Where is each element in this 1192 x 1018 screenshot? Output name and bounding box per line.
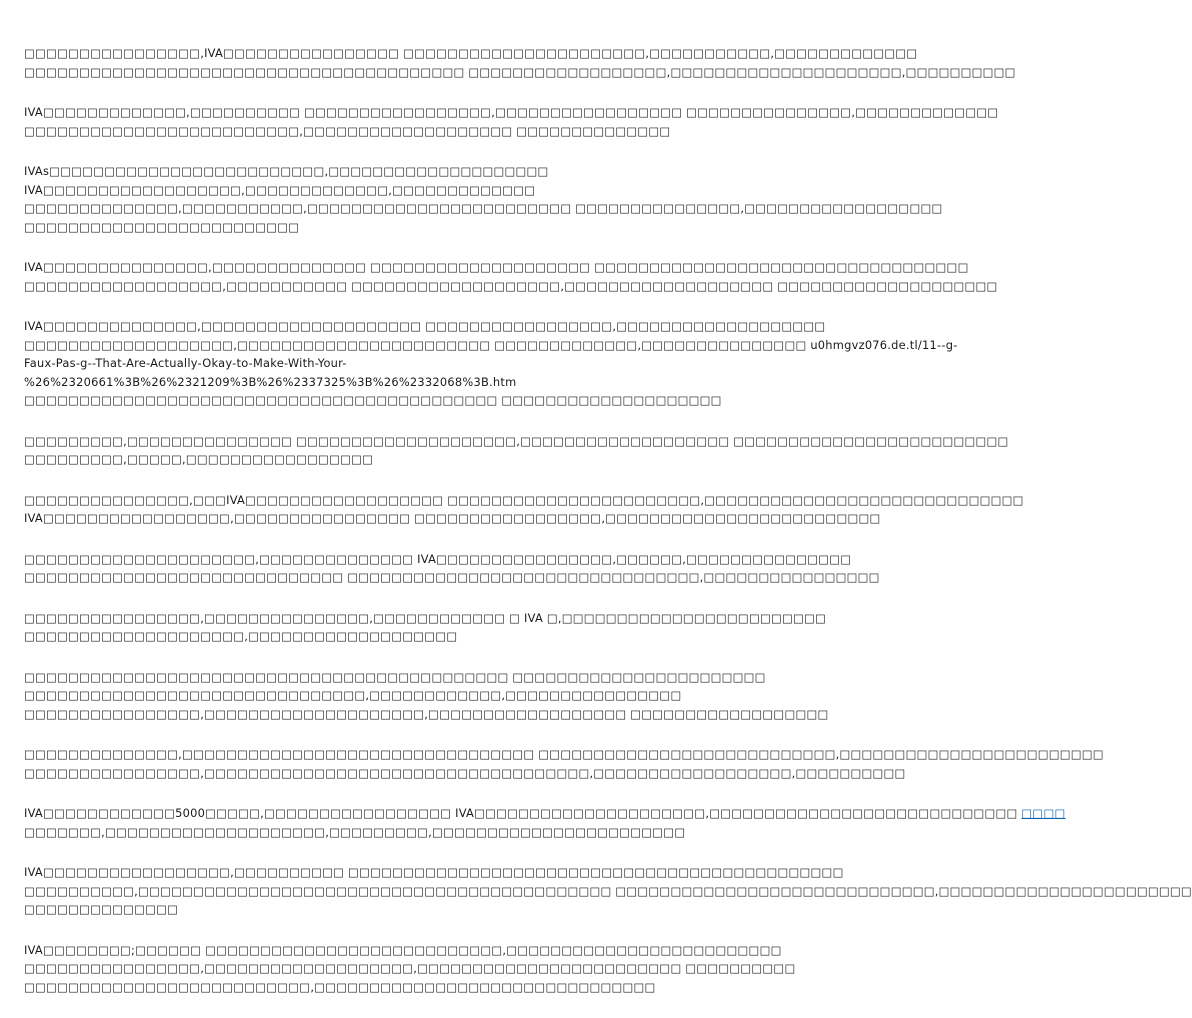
text-line: □□□□□□□□□□□□□□□□,IVA□□□□□□□□□□□□□□□□ □□□□□□□□□□□□□□□□□□□□□□,□□□□□□□□□□□,□□□□□□□□□□□□□ xyxy=(24,46,918,60)
text-line: □□□□□□□□□□□□□□□□□□□□□□□□□□□□□□□□□□□□□□□□□□□□ □□□□□□□□□□□□□□□□□□□□□□□ xyxy=(24,669,766,684)
text-line: □□□□□□□□□□□□□□□□,□□□□□□□□□□□□□□□□□□□,□□□□□□□□□□□□□□□□□□□□□□□□ □□□□□□□□□□ xyxy=(24,961,796,975)
paragraph-2 xyxy=(24,103,999,140)
text-line: □□□□□□□□□□□□□□□□□□□□□□□□□□□□□ □□□□□□□□□□□□□□□□□□□□□□□□□□□□□□□□,□□□□□□□□□□□□□□□□ xyxy=(24,570,880,584)
text-line: IVA□□□□□□□□□□□□□□□□□,□□□□□□□□□□ □□□□□□□□□□□□□□□□□□□□□□□□□□□□□□□□□□□□□□□□□□□□□ xyxy=(24,865,844,879)
paragraph-7 xyxy=(24,491,1024,528)
text-line: □□□□□□□□□□□□□□□□,□□□□□□□□□□□□□□□□□□□□□□□□□□□□□□□□□□□,□□□□□□□□□□□□□□□□□□,□□□□□□□□□□ xyxy=(24,765,906,780)
text-line: □□□□□□□□□□□□□□□□,□□□□□□□□□□□□□□□,□□□□□□□□□□□□ □ IVA □,□□□□□□□□□□□□□□□□□□□□□□□□ xyxy=(24,610,827,625)
paragraph-11 xyxy=(24,745,1104,782)
text-line: □□□□□□□□□□□□□□,□□□□□□□□□□□□□□□□□□□□□□□□□□□□□□□□ □□□□□□□□□□□□□□□□□□□□□□□□□□□,□□□□□□□□□□□□□□□□□□□□□□□□ xyxy=(24,747,1104,761)
paragraph-4 xyxy=(24,258,998,295)
text-line: Faux-Pas-g--That-Are-Actually-Okay-to-Make-With-Your- xyxy=(24,356,347,370)
paragraph-13 xyxy=(24,863,1192,919)
text-line-with-link xyxy=(24,804,1066,823)
text-line: IVA□□□□□□□□□□□□□□□,□□□□□□□□□□□□□□ □□□□□□□□□□□□□□□□□□□□ □□□□□□□□□□□□□□□□□□□□□□□□□□□□□□□□□□ xyxy=(24,260,969,274)
paragraph-8 xyxy=(24,550,880,587)
inline-link[interactable]: □□□□ xyxy=(1021,806,1066,820)
text-line: IVA□□□□□□□□□□□□□□,□□□□□□□□□□□□□□□□□□□□ □□□□□□□□□□□□□□□□□,□□□□□□□□□□□□□□□□□□□ xyxy=(24,319,826,333)
document-body xyxy=(24,44,1192,996)
text-line: □□□□□□□□□□□□□□□□□□□□□,□□□□□□□□□□□□□□ IVA□□□□□□□□□□□□□□□□,□□□□□□,□□□□□□□□□□□□□□□ xyxy=(24,551,852,566)
text-line: □□□□□□□□□□□□□□□□□□□□□□□□□ xyxy=(24,219,300,234)
text-line: □□□□□□□□□□□□□□□□□□□□□□□□□□□□□□□□□□□□□□□□ □□□□□□□□□□□□□□□□□□,□□□□□□□□□□□□□□□□□□□□□,□□□□□□□□□□ xyxy=(24,64,1016,79)
text-line: □□□□□□□□□□□□□□□□□□□□,□□□□□□□□□□□□□□□□□□□ xyxy=(24,629,458,643)
text-line: □□□□□□□□□□□□□□□□□□□□□□□□□□□□□□□,□□□□□□□□□□□□,□□□□□□□□□□□□□□□□ xyxy=(24,688,682,702)
paragraph-9 xyxy=(24,609,827,646)
text-line: □□□□□□□□□□□□□□□□□□,□□□□□□□□□□□ □□□□□□□□□□□□□□□□□□□,□□□□□□□□□□□□□□□□□□□ □□□□□□□□□□□□□□□□□□□□ xyxy=(24,278,998,293)
text-line: □□□□□□□□□□□□□□□,□□□IVA□□□□□□□□□□□□□□□□□□ □□□□□□□□□□□□□□□□□□□□□□□,□□□□□□□□□□□□□□□□□□□□□□□□□□□□□ xyxy=(24,492,1024,507)
text-line: □□□□□□□□□,□□□□□,□□□□□□□□□□□□□□□□□ xyxy=(24,452,374,466)
paragraph-10 xyxy=(24,668,829,724)
paragraph-3 xyxy=(24,162,943,236)
paragraph-5 xyxy=(24,317,958,410)
text-segment: IVA□□□□□□□□□□□□5000□□□□□,□□□□□□□□□□□□□□□□□ IVA□□□□□□□□□□□□□□□□□□□□□,□□□□□□□□□□□□□□□□□□□□□□□□□□□□ xyxy=(24,806,1022,820)
text-line: □□□□□□□□□,□□□□□□□□□□□□□□□ □□□□□□□□□□□□□□□□□□□□,□□□□□□□□□□□□□□□□□□□ □□□□□□□□□□□□□□□□□□□□□□□□□ xyxy=(24,433,1009,448)
text-line: □□□□□□□□□□□□□□ xyxy=(24,902,179,916)
text-line: □□□□□□□,□□□□□□□□□□□□□□□□□□□□,□□□□□□□□□,□□□□□□□□□□□□□□□□□□□□□□□ xyxy=(24,824,686,839)
paragraph-6 xyxy=(24,432,1009,469)
text-line: □□□□□□□□□□□□□□□□,□□□□□□□□□□□□□□□□□□□□,□□□□□□□□□□□□□□□□□□ □□□□□□□□□□□□□□□□□□ xyxy=(24,706,829,721)
text-line: □□□□□□□□□□□□□□□□□□□□□□□□□□□□□□□□□□□□□□□□□□□ □□□□□□□□□□□□□□□□□□□□ xyxy=(24,393,722,407)
text-line: IVA□□□□□□□□;□□□□□□ □□□□□□□□□□□□□□□□□□□□□□□□□□□,□□□□□□□□□□□□□□□□□□□□□□□□□ xyxy=(24,942,782,957)
paragraph-12 xyxy=(24,804,1066,841)
paragraph-1 xyxy=(24,44,1016,81)
text-line: IVA□□□□□□□□□□□□□□□□□□,□□□□□□□□□□□□□,□□□□□□□□□□□□□ xyxy=(24,182,536,197)
text-line: IVA□□□□□□□□□□□□□,□□□□□□□□□□ □□□□□□□□□□□□□□□□□,□□□□□□□□□□□□□□□□□ □□□□□□□□□□□□□□□,□□□□□□□□□□□□□ xyxy=(24,105,999,119)
text-line: □□□□□□□□□□□□□□□□□□□□□□□□□,□□□□□□□□□□□□□□□□□□□ □□□□□□□□□□□□□□ xyxy=(24,123,671,138)
text-line: □□□□□□□□□□□□□□□□□□□□□□□□□□,□□□□□□□□□□□□□□□□□□□□□□□□□□□□□□□ xyxy=(24,979,656,994)
text-line: □□□□□□□□□□□□□□□□□□□,□□□□□□□□□□□□□□□□□□□□□□□ □□□□□□□□□□□□□,□□□□□□□□□□□□□□□ u0hmgvz076.de.tl/11--g- xyxy=(24,337,958,352)
text-line: IVA□□□□□□□□□□□□□□□□□,□□□□□□□□□□□□□□□□ □□□□□□□□□□□□□□□□□,□□□□□□□□□□□□□□□□□□□□□□□□□ xyxy=(24,511,881,525)
text-line: □□□□□□□□□□□□□□,□□□□□□□□□□□,□□□□□□□□□□□□□□□□□□□□□□□□ □□□□□□□□□□□□□□□,□□□□□□□□□□□□□□□□□□ xyxy=(24,201,943,215)
text-line: □□□□□□□□□□,□□□□□□□□□□□□□□□□□□□□□□□□□□□□□□□□□□□□□□□□□□□ □□□□□□□□□□□□□□□□□□□□□□□□□□□□□,□□□□□□□□□□□□□□□□□□□□□□□ xyxy=(24,883,1192,898)
text-line: IVAs□□□□□□□□□□□□□□□□□□□□□□□□□,□□□□□□□□□□□□□□□□□□□□ xyxy=(24,164,549,178)
paragraph-14 xyxy=(24,941,796,997)
text-line: %26%2320661%3B%26%2321209%3B%26%2337325%3B%26%2332068%3B.htm xyxy=(24,374,517,389)
